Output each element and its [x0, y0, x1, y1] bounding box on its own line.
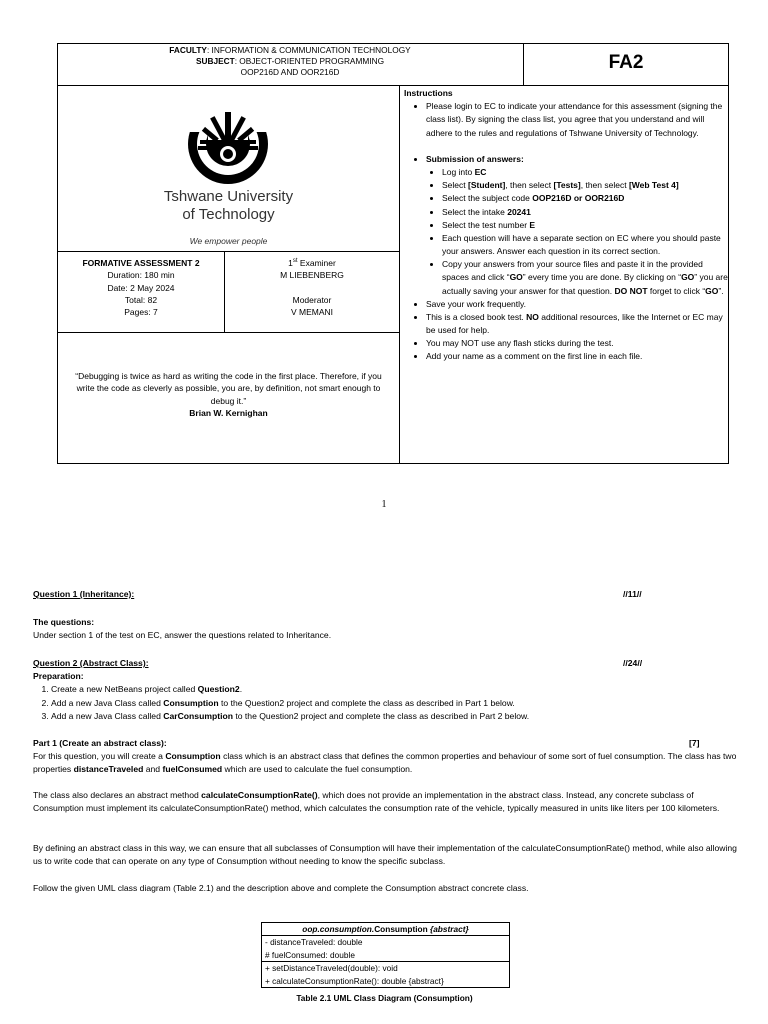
part-1-paragraph-3: By defining an abstract class in this way, we can ensure that all subclasses of Consumption will have their implementation of the calculateConsumptionRate() method, while also allowing us to write code that can operate on any type of Consumption without needing to know the specific subclass.: [33, 843, 737, 867]
examiner-name: M LIEBENBERG: [280, 270, 344, 281]
list-item: 2. Add a new Java Class called Consumption to the Question2 project and complete the class as described in Part 1 below.: [51, 697, 738, 710]
list-item: 1. Create a new NetBeans project called Question2.: [51, 683, 738, 696]
moderator-label: Moderator: [292, 294, 332, 305]
moderator-name: V MEMANI: [290, 307, 334, 318]
header-top-row: [58, 44, 728, 86]
part-1-paragraph-4: Follow the given UML class diagram (Table 2.1) and the description above and complete the Consumption abstract concrete class.: [33, 883, 529, 893]
list-item: • Please login to EC to indicate your attendance for this assessment (signing the class list). By signing the class list, you agree that you understand and will adhere to the rules and regulations of Tshwane University of Technology.: [426, 100, 729, 153]
list-item: • Select the subject code OOP216D or OOR216D: [442, 192, 729, 205]
page-number: 1: [381, 499, 387, 510]
question-2-marks: //24//: [623, 658, 643, 668]
list-item: • You may NOT use any flash sticks during the test.: [426, 337, 729, 350]
question-1-title: Question 1 (Inheritance):: [33, 589, 135, 599]
part-1-marks: [7]: [689, 738, 700, 748]
question-2-heading: [33, 657, 738, 670]
list-item: • Each question will have a separate section on EC where you should paste your answers. Answer each question in its correct section.: [442, 232, 729, 258]
assessment-code: FA2: [608, 52, 644, 73]
assessment-info: [58, 257, 224, 319]
examiner-label: 1st Examiner: [288, 258, 336, 268]
page-count: Pages: 7: [124, 307, 158, 318]
list-item: • This is a closed book test. NO additional resources, like the Internet or EC may be used for help.: [426, 311, 729, 337]
uml-class-diagram: [261, 922, 510, 988]
quote-author: Brian W. Kernighan: [189, 407, 268, 418]
assessment-header-table: [57, 43, 729, 464]
faculty-value: : INFORMATION & COMMUNICATION TECHNOLOGY: [206, 45, 411, 55]
duration: Duration: 180 min: [107, 270, 175, 281]
subject-label: SUBJECT: [195, 56, 235, 67]
list-item: • Save your work frequently.: [426, 298, 729, 311]
submission-list: [426, 166, 729, 298]
preparation-heading: Preparation:: [33, 671, 84, 681]
question-1-heading: [33, 588, 738, 601]
faculty-label: FACULTY: [169, 45, 207, 55]
uml-operations: + setDistanceTraveled(double): void + calculateConsumptionRate(): double {abstract}: [265, 963, 444, 986]
university-logo-icon: [186, 102, 270, 186]
subject-codes: OOP216D AND OOR216D: [240, 67, 340, 78]
quote-block: [68, 370, 389, 419]
examiners-info: [225, 257, 399, 319]
assessment-details-row: [58, 251, 399, 333]
part-1-title: Part 1 (Create an abstract class):: [33, 738, 167, 748]
uml-caption: Table 2.1 UML Class Diagram (Consumption): [296, 993, 473, 1003]
university-name: Tshwane University of Technology: [163, 188, 294, 223]
university-motto: We empower people: [189, 236, 268, 246]
question-1-subheading: The questions:: [33, 617, 95, 627]
faculty-block: [58, 45, 522, 79]
part-1-heading: [33, 737, 738, 750]
instructions-heading: Instructions: [404, 88, 453, 98]
list-item: • Select [Student], then select [Tests], then select [Web Test 4]: [442, 179, 729, 192]
date: Date: 2 May 2024: [107, 282, 175, 293]
assessment-title: FORMATIVE ASSESSMENT 2: [82, 258, 200, 268]
list-item: • Add your name as a comment on the first line in each file.: [426, 350, 729, 363]
list-item: • Submission of answers: • Log into EC • Select [Student], then select [Tests], then select [Web Test 4] • Select the subject code OOP216D or OOR216D • Select the intake 20241 • Select the test number E • Each question will have a separate section on EC where you should paste your answers. Answer each question in its correct section. • Copy your answers from your source files and paste it in the provided spaces and click “GO” every time you are done. By clicking on “GO” you are actually saving your answer for that question. DO NOT forget to click “GO”.: [426, 153, 729, 298]
list-item: 3. Add a new Java Class called CarConsumption to the Question2 project and complete the class as described in Part 2 below.: [51, 710, 738, 723]
quote-text: “Debugging is twice as hard as writing the code in the first place. Therefore, if you write the code as cleverly as possible, you are, by definition, not smart enough to debug it.”: [75, 371, 382, 406]
university-logo-block: [58, 86, 399, 252]
total-marks: Total: 82: [124, 294, 158, 305]
list-item: • Log into EC: [442, 166, 729, 179]
instructions-block: [404, 87, 729, 364]
divider: [399, 86, 400, 464]
instructions-list: [404, 100, 729, 363]
question-1-body: [33, 616, 738, 643]
list-item: • Select the intake 20241: [442, 206, 729, 219]
part-1-paragraph-2: The class also declares an abstract method calculateConsumptionRate(), which does not provide an implementation in the abstract class. Instead, any concrete subclass of Consumption must implement its calculateConsumptionRate() method, which calculates the consumption rate of the vehicle, typically measured in units like liters per 100 kilometers.: [33, 790, 720, 814]
subject-value: : OBJECT-ORIENTED PROGRAMMING: [234, 56, 385, 67]
list-item: • Copy your answers from your source files and paste it in the provided spaces and click “GO” every time you are done. By clicking on “GO” you are actually saving your answer for that question. DO NOT forget to click “GO”.: [442, 258, 729, 298]
question-1-marks: //11//: [623, 589, 642, 599]
question-2-preparation: [33, 670, 738, 723]
uml-attributes: - distanceTraveled: double # fuelConsumed: double: [262, 936, 509, 962]
list-item: • Select the test number E: [442, 219, 729, 232]
uml-class-title: oop.consumption.Consumption {abstract}: [262, 923, 509, 936]
preparation-list: [33, 683, 738, 723]
part-1-paragraph-1: For this question, you will create a Consumption class which is an abstract class that defines the common properties and behaviour of some sort of fuel consumption. The class has two properties distanceTraveled and fuelConsumed which are used to calculate the fuel consumption.: [33, 751, 737, 775]
question-2-title: Question 2 (Abstract Class):: [33, 658, 149, 668]
question-1-text: Under section 1 of the test on EC, answer the questions related to Inheritance.: [33, 630, 332, 641]
